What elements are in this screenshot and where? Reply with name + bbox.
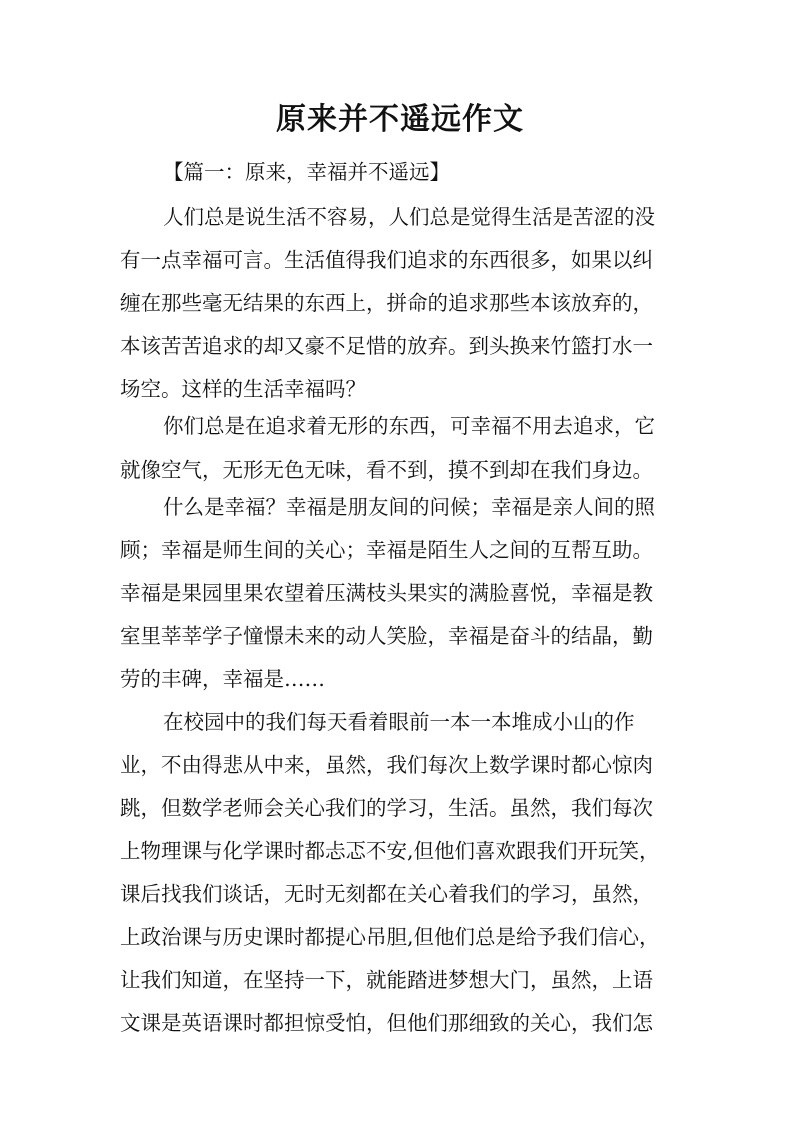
text-line: 什么是幸福？幸福是朋友间的问候；幸福是亲人间的照 xyxy=(163,495,655,519)
text-line: 文课是英语课时都担惊受怕，但他们那细致的关心，我们怎 xyxy=(120,1011,653,1035)
text-line: 课后找我们谈话，无时无刻都在关心着我们的学习，虽然， xyxy=(120,882,653,906)
text-line: 缠在那些毫无结果的东西上，拼命的追求那些本该放弃的， xyxy=(120,291,653,315)
text-line: 场空。这样的生活幸福吗？ xyxy=(120,377,366,401)
text-line: 本该苦苦追求的却又豪不足惜的放弃。到头换来竹篮打水一 xyxy=(120,334,653,358)
text-line: 跳，但数学老师会关心我们的学习，生活。虽然，我们每次 xyxy=(120,796,653,820)
text-line: 你们总是在追求着无形的东西，可幸福不用去追求，它 xyxy=(163,414,655,438)
text-line: 在校园中的我们每天看着眼前一本一本堆成小山的作 xyxy=(163,710,635,734)
text-line: 劳的丰碑，幸福是…… xyxy=(120,667,325,691)
section-heading: 【篇一：原来，幸福并不遥远】 xyxy=(163,160,450,184)
text-line: 业，不由得悲从中来，虽然，我们每次上数学课时都心惊肉 xyxy=(120,753,653,777)
text-line: 就像空气，无形无色无味，看不到，摸不到却在我们身边。 xyxy=(120,458,653,482)
text-line: 上物理课与化学课时都忐忑不安,但他们喜欢跟我们开玩笑， xyxy=(120,839,660,863)
text-line: 顾；幸福是师生间的关心；幸福是陌生人之间的互帮互助。 xyxy=(120,538,653,562)
text-line: 室里莘莘学子憧憬未来的动人笑脸，幸福是奋斗的结晶，勤 xyxy=(120,624,653,648)
text-line: 人们总是说生活不容易，人们总是觉得生活是苦涩的没 xyxy=(163,205,655,229)
text-line: 幸福是果园里果农望着压满枝头果实的满脸喜悦，幸福是教 xyxy=(120,581,653,605)
text-line: 有一点幸福可言。生活值得我们追求的东西很多，如果以纠 xyxy=(120,248,653,272)
text-line: 上政治课与历史课时都提心吊胆,但他们总是给予我们信心， xyxy=(120,925,660,949)
text-line: 让我们知道，在坚持一下，就能踏进梦想大门，虽然，上语 xyxy=(120,968,653,992)
document-title: 原来并不遥远作文 xyxy=(276,102,524,137)
